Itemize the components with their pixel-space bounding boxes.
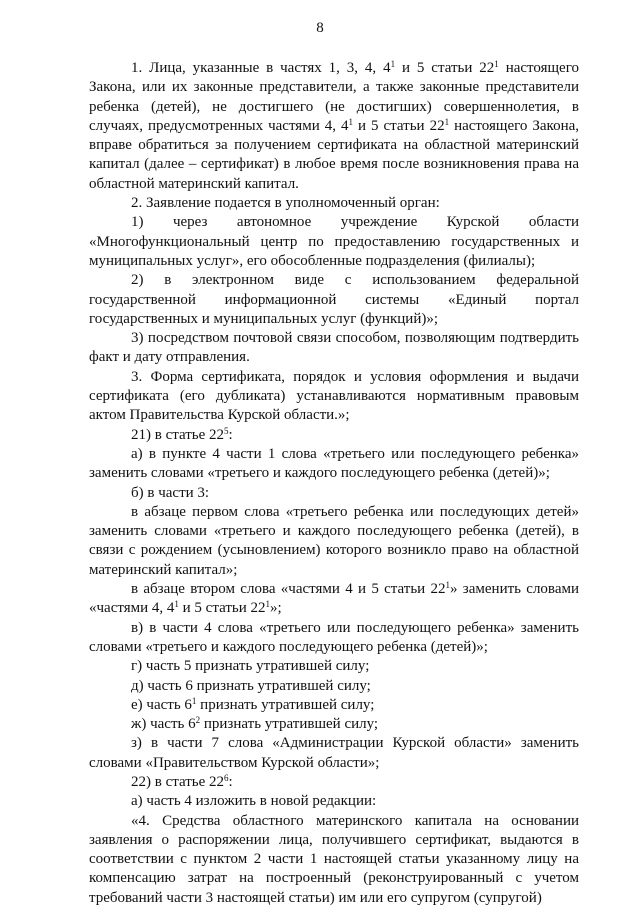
- text-run: признать утратившей силу;: [200, 716, 379, 733]
- paragraph: [89, 426, 579, 445]
- paragraph: [89, 812, 579, 908]
- superscript: 1: [265, 599, 271, 610]
- text-run: а) часть 4 изложить в новой редакции:: [131, 793, 377, 810]
- superscript: 1: [348, 116, 353, 127]
- superscript: 2: [195, 715, 201, 726]
- text-run: 2) в электронном виде с использованием федеральной государственной информационной системы «Единый портал государственных и муниципальных услуг (функций)»;: [89, 272, 579, 327]
- paragraph: [89, 696, 579, 715]
- text-run: 1. Лица, указанные в частях 1, 3, 4, 4: [131, 60, 391, 76]
- text-run: з) в части 7 слова «Администрации Курской области» заменить словами «Правительством Курской области»;: [89, 735, 579, 771]
- text-run: а) в пункте 4 части 1 слова «третьего или последующего ребенка» заменить словами «третьего и каждого последующего ребенка (детей)»;: [89, 445, 579, 482]
- text-run: 21) в статье 22: [131, 426, 225, 443]
- text-run: настоящего Закона, или их законные представители, а также законные представители ребенка (детей), не достигшего (не достигших) совершеннолетия, в случаях, предусмотренных частями 4, 4: [89, 60, 579, 134]
- paragraph: [89, 484, 579, 503]
- paragraph: [89, 773, 579, 792]
- text-run: 1) через автономное учреждение Курской области «Многофункциональный центр по предоставлению государственных и муниципальных услуг», его обособленные подразделения (филиалы);: [89, 214, 579, 269]
- paragraph: [89, 213, 579, 271]
- paragraph: [89, 734, 579, 773]
- text-run: в) в части 4 слова «третьего или последующего ребенка» заменить словами «третьего и каждого последующего ребенка (детей)»;: [89, 619, 579, 655]
- paragraph: [89, 194, 579, 213]
- paragraph: [89, 580, 579, 619]
- text-run: г) часть 5 признать утратившей силу;: [131, 658, 370, 675]
- document-body: [89, 59, 579, 908]
- text-run: 22) в статье 22: [131, 773, 225, 790]
- text-run: »;: [270, 600, 282, 617]
- paragraph: [89, 677, 579, 696]
- text-run: 2. Заявление подается в уполномоченный орган:: [131, 195, 440, 212]
- paragraph: [89, 59, 579, 194]
- text-run: настоящего Закона, вправе обратиться за получением сертификата на областной материнский капитал (далее – сертификат) в любое время после возникновения права на областной материнский капитал.: [89, 117, 580, 192]
- paragraph: [89, 619, 579, 658]
- text-run: признать утратившей силу;: [196, 696, 375, 713]
- text-run: и 5 статьи 22: [178, 600, 266, 617]
- superscript: 1: [191, 695, 197, 706]
- text-run: ж) часть 6: [131, 716, 196, 733]
- paragraph: [89, 657, 579, 676]
- text-run: в абзаце первом слова «третьего ребенка или последующих детей» заменить словами «третьего и каждого последующего ребенка (детей), в связи с рождением (усыновлением) которого возникло право на областной материнский капитал»;: [89, 503, 579, 578]
- paragraph: [89, 445, 579, 484]
- superscript: 6: [224, 772, 229, 783]
- paragraph: [89, 715, 579, 734]
- paragraph: [89, 503, 579, 580]
- text-run: и 5 статьи 22: [352, 117, 445, 134]
- text-run: д) часть 6 признать утратившей силу;: [131, 677, 371, 694]
- text-run: в абзаце втором слова «частями 4 и 5 статьи 22: [131, 581, 446, 598]
- superscript: 1: [390, 59, 396, 69]
- paragraph: [89, 368, 579, 426]
- paragraph: [89, 329, 579, 368]
- text-run: и 5 статьи 22: [395, 60, 495, 76]
- text-run: » заменить словами «частями 4, 4: [89, 581, 579, 617]
- page-number: 8: [316, 20, 324, 36]
- superscript: 1: [444, 116, 450, 127]
- text-run: 3. Форма сертификата, порядок и условия оформления и выдачи сертификата (его дубликата) устанавливаются нормативным правовым актом Правительства Курской области.»;: [89, 368, 579, 424]
- superscript: 1: [494, 59, 499, 69]
- text-run: :: [228, 773, 233, 790]
- text-run: «4. Средства областного материнского капитала на основании заявления о распоряжении лица, получившего сертификат, выдаются в соответствии с пунктом 2 части 1 настоящей статьи указанному лицу на компенсацию затрат на построенный (реконструированный с учетом требований части 3 настоящей статьи) им или его супругом (супругой): [89, 812, 579, 906]
- superscript: 1: [445, 580, 451, 591]
- paragraph: [89, 271, 579, 329]
- paragraph: [89, 792, 579, 811]
- superscript: 1: [174, 599, 179, 610]
- text-run: :: [228, 426, 233, 443]
- text-run: б) в части 3:: [131, 484, 210, 501]
- text-run: 3) посредством почтовой связи способом, позволяющим подтвердить факт и дату отправления.: [89, 330, 579, 366]
- superscript: 5: [224, 425, 229, 436]
- text-run: е) часть 6: [131, 696, 192, 713]
